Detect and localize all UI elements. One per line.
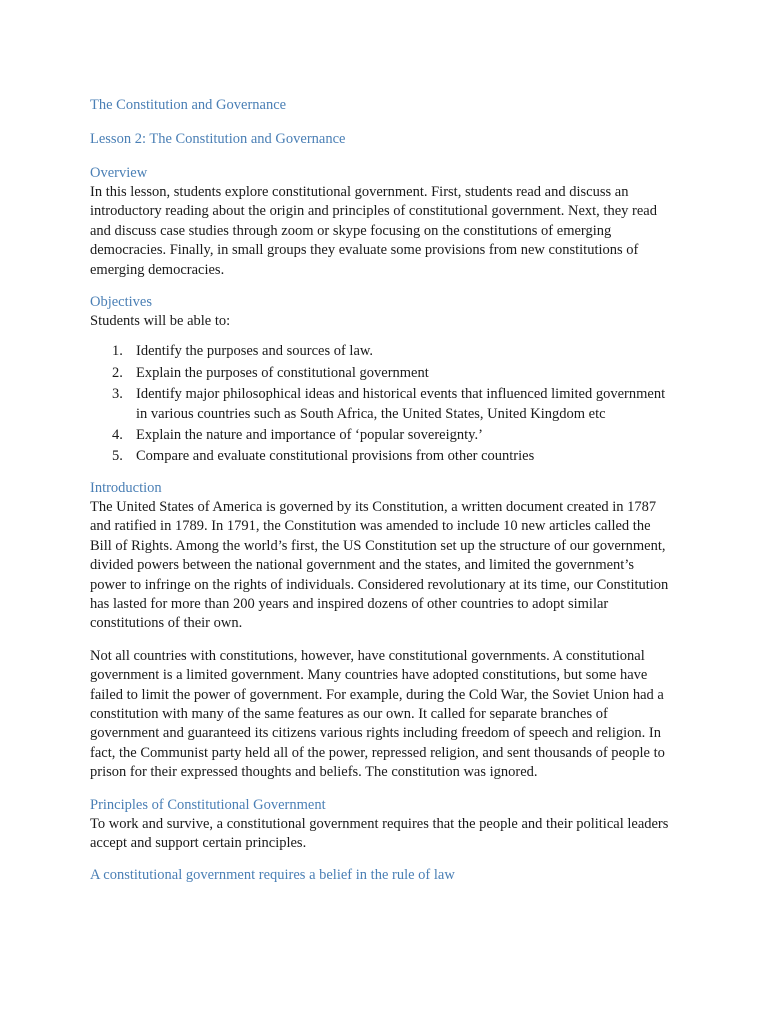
objectives-section	[90, 293, 670, 467]
introduction-paragraph-2: Not all countries with constitutions, however, have constitutional governments. A constitutional government is a limited government. Many countries have adopted constitutions, but some have failed to limit the power of government. For example, during the Cold War, the Soviet Union had a constitution with many of the same features as our own. It called for separate branches of government and guaranteed its citizens various rights including freedom of speech and religion. In fact, the Communist party held all of the power, repressed religion, and sent thousands of people to prison for their expressed thoughts and beliefs. The constitution was ignored.	[90, 647, 665, 781]
list-item-number: 4.	[112, 427, 123, 444]
introduction-paragraph-1: The United States of America is governed by its Constitution, a written document created in 1787 and ratified in 1789. In 1791, the Constitution was amended to include 10 new articles called the Bill of Rights. Among the world’s first, the US Constitution set up the structure of our government, divided powers between the national government and the states, and limited the government’s power to infringe on the rights of individuals. Considered revolutionary at its time, our Constitution has lasted for more than 200 years and inspired dozens of other countries to adopt similar constitutions of their own.	[90, 498, 669, 632]
list-item	[90, 364, 670, 383]
principles-section	[90, 796, 670, 854]
list-item-text: Explain the purposes of constitutional government	[136, 364, 429, 381]
list-item-text: Explain the nature and importance of ‘popular sovereignty.’	[136, 427, 483, 444]
introduction-section	[90, 479, 670, 783]
list-item	[90, 426, 670, 445]
overview-section	[90, 164, 670, 280]
list-item	[90, 385, 670, 424]
objectives-intro: Students will be able to:	[90, 313, 231, 330]
document-title: The Constitution and Governance	[90, 97, 287, 113]
list-item-number: 3.	[112, 386, 123, 403]
document-page	[90, 96, 670, 885]
lesson-title: Lesson 2: The Constitution and Governance	[90, 131, 346, 147]
introduction-heading: Introduction	[90, 479, 162, 496]
rule-of-law-heading: A constitutional government requires a belief in the rule of law	[90, 867, 455, 884]
overview-heading: Overview	[90, 165, 148, 181]
list-item-number: 2.	[112, 364, 123, 381]
objectives-heading: Objectives	[90, 294, 153, 311]
list-item-text: Compare and evaluate constitutional provisions from other countries	[136, 448, 535, 465]
rule-of-law-section	[90, 866, 670, 885]
list-item-number: 1.	[112, 343, 123, 360]
list-item-text: Identify major philosophical ideas and historical events that influenced limited government in various countries such as South Africa, the United States, United Kingdom etc	[136, 386, 666, 422]
overview-text: In this lesson, students explore constitutional government. First, students read and discuss an introductory reading about the origin and principles of constitutional government. Next, they read and discuss case studies through zoom or skype focusing on the constitutions of emerging democracies. Finally, in small groups they evaluate some provisions from new constitutions of emerging democracies.	[90, 184, 657, 278]
objectives-list	[90, 342, 670, 466]
list-item	[90, 342, 670, 361]
principles-text: To work and survive, a constitutional government requires that the people and their political leaders accept and support certain principles.	[90, 815, 669, 851]
list-item-text: Identify the purposes and sources of law.	[136, 343, 374, 360]
principles-heading: Principles of Constitutional Government	[90, 796, 326, 813]
list-item-number: 5.	[112, 448, 123, 465]
list-item	[90, 447, 670, 466]
